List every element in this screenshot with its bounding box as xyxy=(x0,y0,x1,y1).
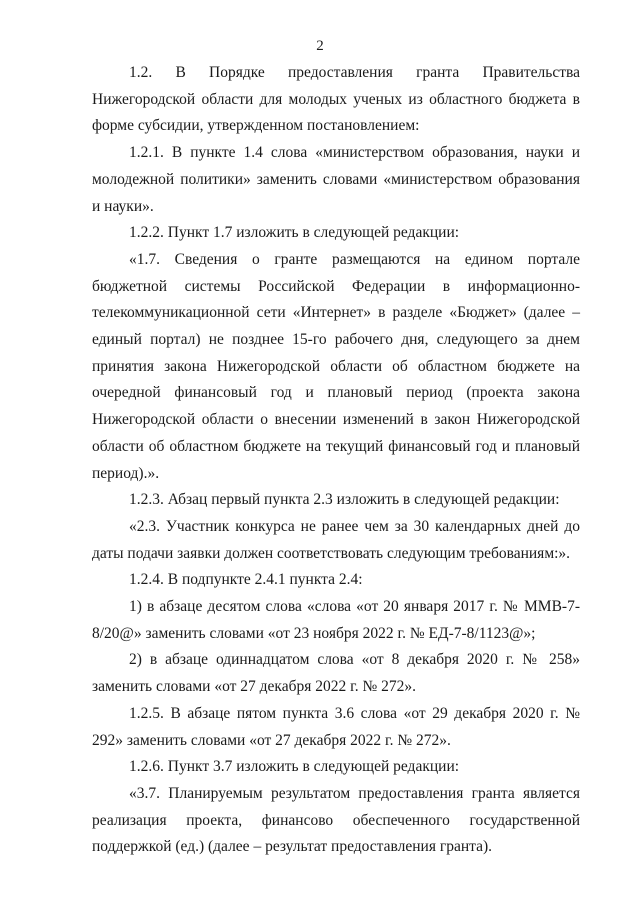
document-body xyxy=(92,60,580,861)
page-number: 2 xyxy=(316,38,324,54)
paragraph-3-7-quote: «3.7. Планируемым результатом предоставления гранта является реализация проекта, финансово обеспеченного государственной поддержкой (ед.) (далее – результат предоставления гранта). xyxy=(92,784,580,856)
paragraph-item-1: 1) в абзаце десятом слова «слова «от 20 января 2017 г. № ММВ-7-8/20@» заменить словами «от 23 ноября 2022 г. № ЕД-7-8/1123@»; xyxy=(92,598,580,642)
paragraph-1-2-4: 1.2.4. В подпункте 2.4.1 пункта 2.4: xyxy=(129,571,363,589)
paragraph-1-2-3: 1.2.3. Абзац первый пункта 2.3 изложить в следующей редакции: xyxy=(129,491,560,509)
paragraph-1-2-6: 1.2.6. Пункт 3.7 изложить в следующей редакции: xyxy=(129,758,460,776)
paragraph-1-2-2: 1.2.2. Пункт 1.7 изложить в следующей редакции: xyxy=(129,224,460,242)
paragraph-2-3-quote: «2.3. Участник конкурса не ранее чем за 30 календарных дней до даты подачи заявки должен соответствовать следующим требованиям:». xyxy=(92,517,580,562)
paragraph-item-2: 2) в абзаце одиннадцатом слова «от 8 декабря 2020 г. № 258» заменить словами «от 27 декабря 2022 г. № 272». xyxy=(92,651,580,696)
paragraph-1-2-1: 1.2.1. В пункте 1.4 слова «министерством образования, науки и молодежной политики» заменить словами «министерством образования и науки». xyxy=(92,144,580,215)
paragraph-1-2-5: 1.2.5. В абзаце пятом пункта 3.6 слова «от 29 декабря 2020 г. № 292» заменить словами «от 27 декабря 2022 г. № 272». xyxy=(92,704,580,749)
paragraph-1-7-quote: «1.7. Сведения о гранте размещаются на едином портале бюджетной системы Российской Федерации в информационно-телекоммуникационной сети «Интернет» в разделе «Бюджет» (далее – единый портал) не позднее 15-го рабочего дня, следующего за днем принятия закона Нижегородской области об областном бюджете на очередной финансовый год и плановый период (проекта закона Нижегородской области о внесении изменений в закон Нижегородской области об областном бюджете на текущий финансовый год и плановый период).». xyxy=(92,250,580,482)
paragraph-1-2: 1.2. В Порядке предоставления гранта Правительства Нижегородской области для молодых ученых из областного бюджета в форме субсидии, утвержденном постановлением: xyxy=(92,64,580,135)
